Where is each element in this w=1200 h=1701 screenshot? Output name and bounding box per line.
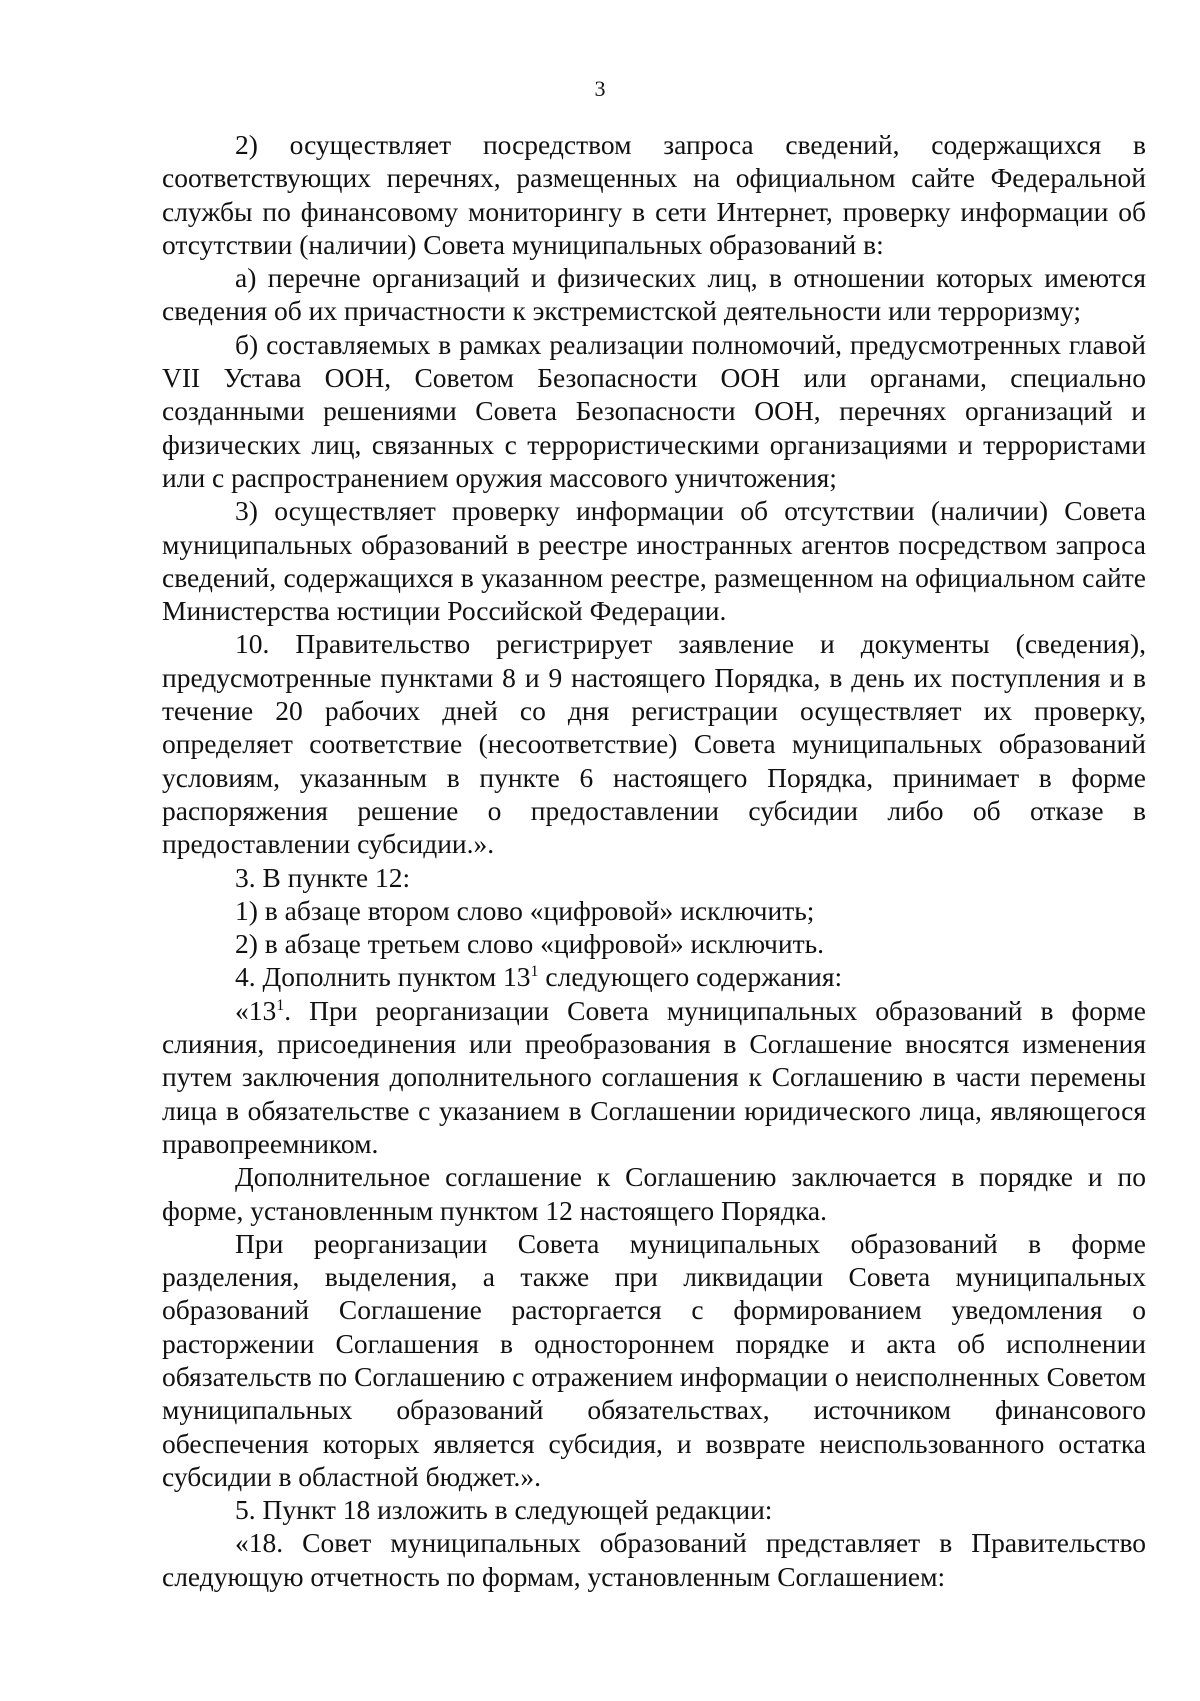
document-body <box>162 128 1146 1593</box>
paragraph-text: 4. Дополнить пунктом 13 <box>235 961 531 993</box>
paragraph <box>162 994 1146 1160</box>
page-number: 3 <box>594 76 606 101</box>
paragraph: «18. Совет муниципальных образований представляет в Правительство следующую отчетность по формам, установленным Соглашением: <box>162 1527 1146 1592</box>
paragraph-text: «13 <box>235 994 277 1026</box>
paragraph <box>162 960 1146 993</box>
paragraph: а) перечне организаций и физических лиц, в отношении которых имеются сведения об их причастности к экстремистской деятельности или терроризму; <box>162 262 1146 327</box>
paragraph: 3) осуществляет проверку информации об отсутствии (наличии) Совета муниципальных образований в реестре иностранных агентов посредством запроса сведений, содержащихся в указанном реестре, размещенном на официальном сайте Министерства юстиции Российской Федерации. <box>162 495 1146 627</box>
paragraph: 5. Пункт 18 изложить в следующей редакции: <box>235 1494 773 1526</box>
paragraph-text: следующего содержания: <box>538 961 843 993</box>
paragraph: 3. В пункте 12: <box>235 861 411 893</box>
paragraph: 2) осуществляет посредством запроса сведений, содержащихся в соответствующих перечнях, размещенных на официальном сайте Федеральной службы по финансовому мониторингу в сети Интернет, проверку информации об отсутствии (наличии) Совета муниципальных образований в: <box>162 129 1146 260</box>
paragraph-text: . При реорганизации Совета муниципальных образований в форме слияния, присоединения или преобразования в Соглашение вносятся изменения путем заключения дополнительного соглашения к Соглашению в части перемены лица в обязательстве с указанием в Соглашении юридического лица, являющегося правопреемником. <box>162 994 1146 1159</box>
paragraph: При реорганизации Совета муниципальных образований в форме разделения, выделения, а также при ликвидации Совета муниципальных образований Соглашение расторгается с формированием уведомления о расторжении Соглашения в одностороннем порядке и акта об исполнении обязательств по Соглашению с отражением информации о неисполненных Советом муниципальных образований обязательствах, источником финансового обеспечения которых является субсидия, и возврате неиспользованного остатка субсидии в областной бюджет.». <box>162 1227 1146 1492</box>
superscript: 1 <box>276 996 285 1014</box>
paragraph: б) составляемых в рамках реализации полномочий, предусмотренных главой VII Устава ООН, Советом Безопасности ООН или органами, специально созданными решениями Совета Безопасности ООН, перечнях организаций и физических лиц, связанных с террористическими организациями и террористами или с распространением оружия массового уничтожения; <box>162 328 1146 493</box>
paragraph: 2) в абзаце третьем слово «цифровой» исключить. <box>235 928 825 960</box>
paragraph: 1) в абзаце втором слово «цифровой» исключить; <box>235 894 815 926</box>
paragraph: 10. Правительство регистрирует заявление и документы (сведения), предусмотренные пунктами 8 и 9 настоящего Порядка, в день их поступления и в течение 20 рабочих дней со дня регистрации осуществляет их проверку, определяет соответствие (несоответствие) Совета муниципальных образований условиям, указанным в пункте 6 настоящего Порядка, принимает в форме распоряжения решение о предоставлении субсидии либо об отказе в предоставлении субсидии.». <box>162 628 1146 860</box>
paragraph: Дополнительное соглашение к Соглашению заключается в порядке и по форме, установленным пунктом 12 настоящего Порядка. <box>162 1161 1146 1226</box>
superscript: 1 <box>530 963 539 981</box>
